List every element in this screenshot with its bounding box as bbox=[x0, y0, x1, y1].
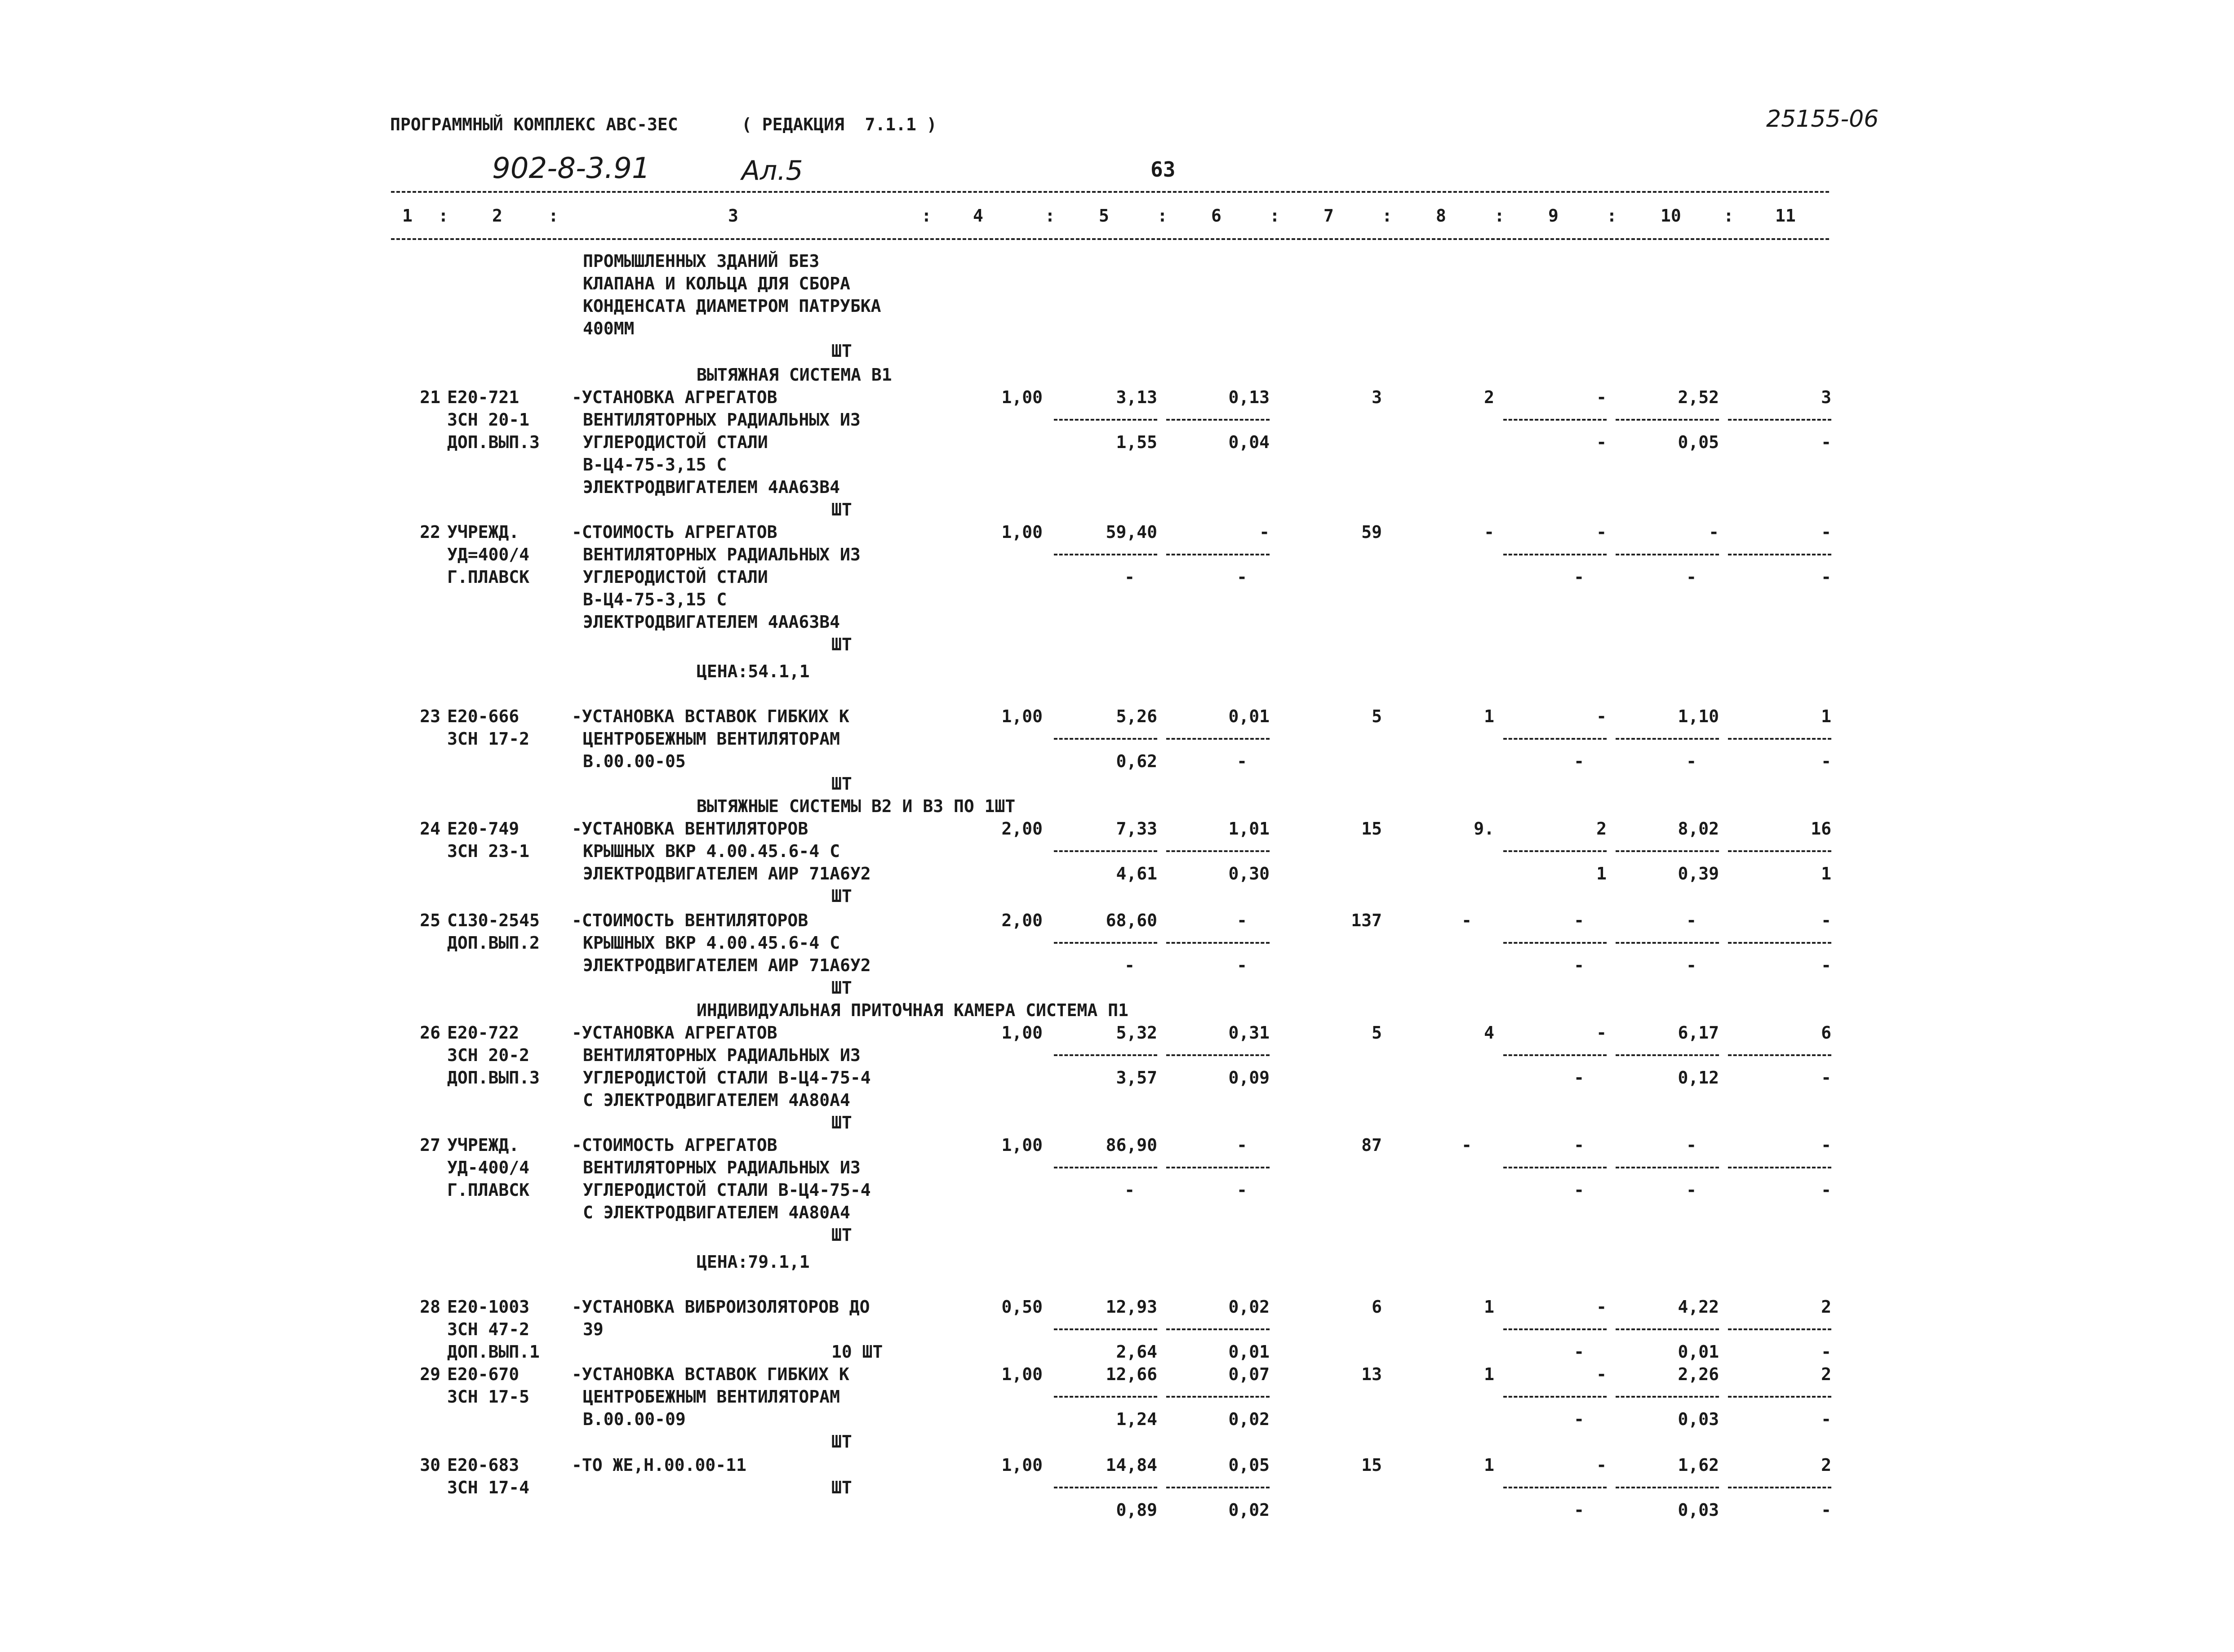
col8-value: 1 bbox=[1484, 1364, 1494, 1384]
col8-value: 2 bbox=[1484, 387, 1494, 407]
col7-value: 59 bbox=[1361, 522, 1382, 542]
description-line: -УСТАНОВКА ВИБРОИЗОЛЯТОРОВ ДО bbox=[572, 1297, 870, 1317]
col10-subvalue: 0,39 bbox=[1678, 864, 1719, 884]
header-bottom-rule bbox=[391, 238, 1829, 240]
norm-code: ДОП.ВЫП.2 bbox=[447, 933, 540, 953]
norm-code: ЗСН 17-4 bbox=[447, 1478, 530, 1497]
col-header-9: 9 bbox=[1548, 206, 1559, 226]
page-number: 63 bbox=[1150, 157, 1176, 182]
subtotal-rule bbox=[1054, 1487, 1157, 1488]
intro-line: ПРОМЫШЛЕННЫХ ЗДАНИЙ БЕЗ bbox=[583, 251, 820, 271]
col8-value: - bbox=[1461, 1135, 1472, 1155]
norm-code: ЗСН 17-2 bbox=[447, 729, 530, 749]
description-line: В.00.00-09 bbox=[583, 1409, 686, 1429]
subtotal-rule bbox=[1166, 1167, 1270, 1168]
col6-subvalue: 0,01 bbox=[1228, 1342, 1270, 1362]
unit: ШТ bbox=[831, 500, 852, 520]
unit: ШТ bbox=[831, 1113, 852, 1132]
item-number: 22 bbox=[420, 522, 440, 542]
description-line: -УСТАНОВКА ВСТАВОК ГИБКИХ К bbox=[572, 1364, 849, 1384]
col10-subvalue: 0,05 bbox=[1678, 432, 1719, 452]
col10-value: - bbox=[1686, 1135, 1697, 1155]
col11-subvalue: - bbox=[1821, 567, 1831, 587]
col6-value: 0,13 bbox=[1228, 387, 1270, 407]
subtotal-rule bbox=[1166, 1487, 1270, 1488]
col6-value: 0,05 bbox=[1228, 1455, 1270, 1475]
col6-subvalue: 0,02 bbox=[1228, 1409, 1270, 1429]
item-number: 30 bbox=[420, 1455, 440, 1475]
edition-label: ( РЕДАКЦИЯ 7.1.1 ) bbox=[742, 115, 937, 134]
description-line: -ТО ЖЕ,Н.00.00-11 bbox=[572, 1455, 746, 1475]
subtotal-rule bbox=[1616, 1328, 1719, 1330]
col11-value: 3 bbox=[1821, 387, 1831, 407]
norm-code: УД=400/4 bbox=[447, 545, 530, 564]
col9-value: - bbox=[1596, 706, 1607, 726]
subtotal-rule bbox=[1166, 738, 1270, 740]
norm-code: Г.ПЛАВСК bbox=[447, 567, 530, 587]
norm-code: Е20-1003 bbox=[447, 1297, 530, 1317]
description-line: ЦЕНТРОБЕЖНЫМ ВЕНТИЛЯТОРАМ bbox=[583, 729, 840, 749]
header-top-rule bbox=[391, 191, 1829, 193]
subtotal-rule bbox=[1503, 1487, 1607, 1488]
col8-value: 4 bbox=[1484, 1023, 1494, 1043]
intro-line: КЛАПАНА И КОЛЬЦА ДЛЯ СБОРА bbox=[583, 274, 850, 293]
col5-value: 14,84 bbox=[1106, 1455, 1157, 1475]
col10-subvalue: - bbox=[1686, 567, 1697, 587]
col10-subvalue: 0,12 bbox=[1678, 1068, 1719, 1088]
item-number: 23 bbox=[420, 706, 440, 726]
col-separator: : bbox=[1494, 206, 1505, 226]
description-line: ВЕНТИЛЯТОРНЫХ РАДИАЛЬНЫХ ИЗ bbox=[583, 1158, 861, 1177]
subtotal-rule bbox=[1503, 942, 1607, 944]
col-separator: : bbox=[1382, 206, 1392, 226]
subtotal-rule bbox=[1054, 850, 1157, 852]
col5-subvalue: 0,62 bbox=[1116, 751, 1157, 771]
subtotal-rule bbox=[1166, 1396, 1270, 1398]
col11-subvalue: 1 bbox=[1821, 864, 1831, 884]
col-header-2: 2 bbox=[492, 206, 502, 226]
col5-value: 5,26 bbox=[1116, 706, 1157, 726]
description-line: ЭЛЕКТРОДВИГАТЕЛЕМ 4АА63В4 bbox=[583, 612, 840, 632]
item-number: 28 bbox=[420, 1297, 440, 1317]
col11-value: - bbox=[1821, 910, 1831, 930]
col10-subvalue: 0,03 bbox=[1678, 1409, 1719, 1429]
subtotal-rule bbox=[1616, 554, 1719, 555]
description-line: -УСТАНОВКА ВСТАВОК ГИБКИХ К bbox=[572, 706, 849, 726]
description-line: ВЕНТИЛЯТОРНЫХ РАДИАЛЬНЫХ ИЗ bbox=[583, 410, 861, 430]
col10-value: - bbox=[1709, 522, 1719, 542]
col10-value: - bbox=[1686, 910, 1697, 930]
unit: ШТ bbox=[831, 635, 852, 654]
norm-code: Е20-666 bbox=[447, 706, 520, 726]
subtotal-rule bbox=[1728, 942, 1831, 944]
unit: ШТ bbox=[831, 1478, 852, 1497]
col-header-7: 7 bbox=[1324, 206, 1334, 226]
norm-code: ДОП.ВЫП.3 bbox=[447, 1068, 540, 1088]
subtotal-rule bbox=[1166, 850, 1270, 852]
col8-value: 1 bbox=[1484, 1297, 1494, 1317]
description-line: -УСТАНОВКА ВЕНТИЛЯТОРОВ bbox=[572, 819, 808, 839]
description-line: -СТОИМОСТЬ АГРЕГАТОВ bbox=[572, 522, 777, 542]
col9-value: - bbox=[1596, 387, 1607, 407]
item-number: 27 bbox=[420, 1135, 440, 1155]
col10-value: 4,22 bbox=[1678, 1297, 1719, 1317]
col5-subvalue: 1,55 bbox=[1116, 432, 1157, 452]
col11-value: 16 bbox=[1811, 819, 1831, 839]
description-line: УГЛЕРОДИСТОЙ СТАЛИ bbox=[583, 567, 768, 587]
subtotal-rule bbox=[1503, 1167, 1607, 1168]
col6-subvalue: - bbox=[1237, 955, 1247, 975]
description-line: КРЫШНЫХ ВКР 4.00.45.6-4 С bbox=[583, 841, 840, 861]
unit: ШТ bbox=[831, 774, 852, 794]
col8-value: 9. bbox=[1474, 819, 1494, 839]
subtotal-rule bbox=[1728, 554, 1831, 555]
subtotal-rule bbox=[1616, 419, 1719, 421]
norm-code: Е20-721 bbox=[447, 387, 520, 407]
subtotal-rule bbox=[1616, 1487, 1719, 1488]
col7-value: 3 bbox=[1372, 387, 1382, 407]
col6-value: - bbox=[1237, 910, 1247, 930]
subtotal-rule bbox=[1054, 1396, 1157, 1398]
description-line: УГЛЕРОДИСТОЙ СТАЛИ bbox=[583, 432, 768, 452]
description-line: -СТОИМОСТЬ ВЕНТИЛЯТОРОВ bbox=[572, 910, 808, 930]
col11-subvalue: - bbox=[1821, 432, 1831, 452]
col9-value: - bbox=[1596, 1455, 1607, 1475]
col-separator: : bbox=[548, 206, 559, 226]
col10-value: 1,10 bbox=[1678, 706, 1719, 726]
col5-subvalue: 0,89 bbox=[1116, 1500, 1157, 1520]
col-separator: : bbox=[921, 206, 932, 226]
col-header-5: 5 bbox=[1099, 206, 1109, 226]
item-number: 29 bbox=[420, 1364, 440, 1384]
price-note: ЦЕНА:54.1,1 bbox=[697, 662, 810, 681]
album-label: Ал.5 bbox=[742, 155, 803, 187]
col9-subvalue: - bbox=[1574, 1180, 1584, 1200]
col-separator: : bbox=[1607, 206, 1617, 226]
unit: ШТ bbox=[831, 1432, 852, 1452]
col11-value: - bbox=[1821, 1135, 1831, 1155]
subtotal-rule bbox=[1616, 738, 1719, 740]
description-line: В-Ц4-75-3,15 С bbox=[583, 455, 727, 475]
norm-code: УЧРЕЖД. bbox=[447, 1135, 520, 1155]
col9-value: - bbox=[1596, 1297, 1607, 1317]
col5-value: 12,93 bbox=[1106, 1297, 1157, 1317]
col9-value: - bbox=[1596, 522, 1607, 542]
subtotal-rule bbox=[1728, 738, 1831, 740]
description-line: С ЭЛЕКТРОДВИГАТЕЛЕМ 4А80А4 bbox=[583, 1203, 850, 1222]
subtotal-rule bbox=[1503, 419, 1607, 421]
subtotal-rule bbox=[1166, 1328, 1270, 1330]
subtotal-rule bbox=[1728, 419, 1831, 421]
unit: ШТ bbox=[831, 1225, 852, 1245]
item-number: 25 bbox=[420, 910, 440, 930]
quantity: 1,00 bbox=[1001, 387, 1043, 407]
norm-code: Е20-722 bbox=[447, 1023, 520, 1043]
section-heading-b2-b3: ВЫТЯЖНЫЕ СИСТЕМЫ В2 И В3 ПО 1ШТ bbox=[697, 796, 1016, 816]
subtotal-rule bbox=[1616, 1054, 1719, 1056]
col11-value: 2 bbox=[1821, 1364, 1831, 1384]
col5-subvalue: 2,64 bbox=[1116, 1342, 1157, 1362]
doc-code-handwritten: 25155-06 bbox=[1766, 106, 1879, 133]
quantity: 1,00 bbox=[1001, 1135, 1043, 1155]
col5-subvalue: - bbox=[1124, 567, 1135, 587]
col7-value: 87 bbox=[1361, 1135, 1382, 1155]
norm-code: С130-2545 bbox=[447, 910, 540, 930]
col6-subvalue: 0,02 bbox=[1228, 1500, 1270, 1520]
col7-value: 5 bbox=[1372, 706, 1382, 726]
subtotal-rule bbox=[1503, 738, 1607, 740]
norm-code: ЗСН 20-2 bbox=[447, 1045, 530, 1065]
section-heading-p1: ИНДИВИДУАЛЬНАЯ ПРИТОЧНАЯ КАМЕРА СИСТЕМА П1 bbox=[697, 1000, 1128, 1020]
col6-subvalue: - bbox=[1237, 1180, 1247, 1200]
col10-subvalue: - bbox=[1686, 955, 1697, 975]
norm-code: ЗСН 20-1 bbox=[447, 410, 530, 430]
description-line: УГЛЕРОДИСТОЙ СТАЛИ В-Ц4-75-4 bbox=[583, 1180, 871, 1200]
col6-value: - bbox=[1259, 522, 1270, 542]
col11-value: - bbox=[1821, 522, 1831, 542]
col10-value: 2,26 bbox=[1678, 1364, 1719, 1384]
subtotal-rule bbox=[1503, 850, 1607, 852]
col5-value: 7,33 bbox=[1116, 819, 1157, 839]
col6-value: 0,02 bbox=[1228, 1297, 1270, 1317]
col9-value: - bbox=[1596, 1023, 1607, 1043]
subtotal-rule bbox=[1054, 554, 1157, 555]
norm-code: ЗСН 17-5 bbox=[447, 1387, 530, 1407]
price-note: ЦЕНА:79.1,1 bbox=[697, 1252, 810, 1272]
description-line: В.00.00-05 bbox=[583, 751, 686, 771]
col-header-4: 4 bbox=[973, 206, 983, 226]
col6-value: 0,31 bbox=[1228, 1023, 1270, 1043]
quantity: 2,00 bbox=[1001, 910, 1043, 930]
col-separator: : bbox=[1045, 206, 1055, 226]
col11-value: 1 bbox=[1821, 706, 1831, 726]
program-title: ПРОГРАММНЫЙ КОМПЛЕКС АВС-3ЕС bbox=[390, 115, 678, 134]
col9-value: - bbox=[1596, 1364, 1607, 1384]
col9-subvalue: - bbox=[1596, 432, 1607, 452]
subtotal-rule bbox=[1503, 1396, 1607, 1398]
col7-value: 6 bbox=[1372, 1297, 1382, 1317]
subtotal-rule bbox=[1054, 419, 1157, 421]
subtotal-rule bbox=[1616, 942, 1719, 944]
norm-code: Г.ПЛАВСК bbox=[447, 1180, 530, 1200]
unit: 10 ШТ bbox=[831, 1342, 883, 1362]
col7-value: 15 bbox=[1361, 1455, 1382, 1475]
col5-value: 68,60 bbox=[1106, 910, 1157, 930]
norm-code: Е20-683 bbox=[447, 1455, 520, 1475]
col9-value: 2 bbox=[1596, 819, 1607, 839]
col9-subvalue: - bbox=[1574, 1500, 1584, 1520]
intro-line: КОНДЕНСАТА ДИАМЕТРОМ ПАТРУБКА bbox=[583, 296, 881, 316]
col6-subvalue: 0,30 bbox=[1228, 864, 1270, 884]
description-line: ВЕНТИЛЯТОРНЫХ РАДИАЛЬНЫХ ИЗ bbox=[583, 1045, 861, 1065]
col6-subvalue: - bbox=[1237, 567, 1247, 587]
col7-value: 5 bbox=[1372, 1023, 1382, 1043]
norm-code: ЗСН 47-2 bbox=[447, 1319, 530, 1339]
subtotal-rule bbox=[1054, 942, 1157, 944]
col11-subvalue: - bbox=[1821, 1342, 1831, 1362]
col6-value: - bbox=[1237, 1135, 1247, 1155]
col-header-11: 11 bbox=[1775, 206, 1796, 226]
subtotal-rule bbox=[1166, 1054, 1270, 1056]
unit: ШТ bbox=[831, 886, 852, 906]
subtotal-rule bbox=[1728, 1328, 1831, 1330]
col6-subvalue: 0,09 bbox=[1228, 1068, 1270, 1088]
subtotal-rule bbox=[1166, 419, 1270, 421]
col9-subvalue: - bbox=[1574, 1342, 1584, 1362]
col-header-3: 3 bbox=[728, 206, 738, 226]
description-line: -УСТАНОВКА АГРЕГАТОВ bbox=[572, 1023, 777, 1043]
col8-value: 1 bbox=[1484, 706, 1494, 726]
quantity: 1,00 bbox=[1001, 1455, 1043, 1475]
quantity: 1,00 bbox=[1001, 1364, 1043, 1384]
col5-value: 3,13 bbox=[1116, 387, 1157, 407]
norm-code: Е20-670 bbox=[447, 1364, 520, 1384]
col5-value: 59,40 bbox=[1106, 522, 1157, 542]
description-line: -СТОИМОСТЬ АГРЕГАТОВ bbox=[572, 1135, 777, 1155]
col9-subvalue: - bbox=[1574, 751, 1584, 771]
description-line: ЭЛЕКТРОДВИГАТЕЛЕМ АИР 71А6У2 bbox=[583, 864, 871, 884]
quantity: 2,00 bbox=[1001, 819, 1043, 839]
col10-value: 1,62 bbox=[1678, 1455, 1719, 1475]
quantity: 0,50 bbox=[1001, 1297, 1043, 1317]
col11-subvalue: - bbox=[1821, 955, 1831, 975]
col-header-8: 8 bbox=[1436, 206, 1446, 226]
col11-value: 2 bbox=[1821, 1455, 1831, 1475]
col10-subvalue: 0,03 bbox=[1678, 1500, 1719, 1520]
subtotal-rule bbox=[1054, 1167, 1157, 1168]
col11-value: 6 bbox=[1821, 1023, 1831, 1043]
col7-value: 15 bbox=[1361, 819, 1382, 839]
col-header-10: 10 bbox=[1661, 206, 1681, 226]
col6-subvalue: 0,04 bbox=[1228, 432, 1270, 452]
col10-subvalue: - bbox=[1686, 1180, 1697, 1200]
col6-value: 0,07 bbox=[1228, 1364, 1270, 1384]
col9-subvalue: 1 bbox=[1596, 864, 1607, 884]
subtotal-rule bbox=[1728, 1396, 1831, 1398]
col9-value: - bbox=[1574, 1135, 1584, 1155]
col11-value: 2 bbox=[1821, 1297, 1831, 1317]
item-number: 21 bbox=[420, 387, 440, 407]
col5-subvalue: - bbox=[1124, 1180, 1135, 1200]
col5-value: 5,32 bbox=[1116, 1023, 1157, 1043]
col11-subvalue: - bbox=[1821, 1409, 1831, 1429]
project-number: 902-8-3.91 bbox=[492, 152, 650, 185]
col10-subvalue: 0,01 bbox=[1678, 1342, 1719, 1362]
col9-subvalue: - bbox=[1574, 567, 1584, 587]
subtotal-rule bbox=[1503, 1328, 1607, 1330]
col-separator: : bbox=[1270, 206, 1280, 226]
description-line: -УСТАНОВКА АГРЕГАТОВ bbox=[572, 387, 777, 407]
norm-code: Е20-749 bbox=[447, 819, 520, 839]
col7-value: 137 bbox=[1351, 910, 1382, 930]
col-separator: : bbox=[1157, 206, 1168, 226]
norm-code: ДОП.ВЫП.3 bbox=[447, 432, 540, 452]
col10-value: 8,02 bbox=[1678, 819, 1719, 839]
col6-subvalue: - bbox=[1237, 751, 1247, 771]
col9-subvalue: - bbox=[1574, 1409, 1584, 1429]
col11-subvalue: - bbox=[1821, 1068, 1831, 1088]
section-heading-b1: ВЫТЯЖНАЯ СИСТЕМА В1 bbox=[697, 365, 892, 385]
norm-code: ЗСН 23-1 bbox=[447, 841, 530, 861]
col10-subvalue: - bbox=[1686, 751, 1697, 771]
item-number: 24 bbox=[420, 819, 440, 839]
col5-subvalue: 1,24 bbox=[1116, 1409, 1157, 1429]
col8-value: - bbox=[1461, 910, 1472, 930]
subtotal-rule bbox=[1616, 1167, 1719, 1168]
description-line: 39 bbox=[583, 1319, 604, 1339]
description-line: С ЭЛЕКТРОДВИГАТЕЛЕМ 4А80А4 bbox=[583, 1090, 850, 1110]
col10-value: 2,52 bbox=[1678, 387, 1719, 407]
description-line: УГЛЕРОДИСТОЙ СТАЛИ В-Ц4-75-4 bbox=[583, 1068, 871, 1088]
description-line: ЦЕНТРОБЕЖНЫМ ВЕНТИЛЯТОРАМ bbox=[583, 1387, 840, 1407]
col-header-1: 1 bbox=[402, 206, 413, 226]
unit: ШТ bbox=[831, 978, 852, 998]
norm-code: ДОП.ВЫП.1 bbox=[447, 1342, 540, 1362]
col9-value: - bbox=[1574, 910, 1584, 930]
col5-subvalue: - bbox=[1124, 955, 1135, 975]
subtotal-rule bbox=[1054, 1328, 1157, 1330]
subtotal-rule bbox=[1054, 738, 1157, 740]
subtotal-rule bbox=[1166, 942, 1270, 944]
subtotal-rule bbox=[1728, 1487, 1831, 1488]
quantity: 1,00 bbox=[1001, 1023, 1043, 1043]
subtotal-rule bbox=[1503, 1054, 1607, 1056]
description-line: ЭЛЕКТРОДВИГАТЕЛЕМ 4АА63В4 bbox=[583, 477, 840, 497]
subtotal-rule bbox=[1616, 850, 1719, 852]
subtotal-rule bbox=[1054, 1054, 1157, 1056]
subtotal-rule bbox=[1728, 1167, 1831, 1168]
col11-subvalue: - bbox=[1821, 1180, 1831, 1200]
norm-code: УЧРЕЖД. bbox=[447, 522, 520, 542]
col5-subvalue: 3,57 bbox=[1116, 1068, 1157, 1088]
col8-value: - bbox=[1484, 522, 1494, 542]
col8-value: 1 bbox=[1484, 1455, 1494, 1475]
col7-value: 13 bbox=[1361, 1364, 1382, 1384]
subtotal-rule bbox=[1166, 554, 1270, 555]
intro-line: 400ММ bbox=[583, 319, 635, 338]
col-separator: : bbox=[1723, 206, 1734, 226]
subtotal-rule bbox=[1616, 1396, 1719, 1398]
col11-subvalue: - bbox=[1821, 751, 1831, 771]
subtotal-rule bbox=[1728, 1054, 1831, 1056]
col5-value: 12,66 bbox=[1106, 1364, 1157, 1384]
col5-value: 86,90 bbox=[1106, 1135, 1157, 1155]
col9-subvalue: - bbox=[1574, 955, 1584, 975]
item-number: 26 bbox=[420, 1023, 440, 1043]
description-line: В-Ц4-75-3,15 С bbox=[583, 590, 727, 609]
col-separator: : bbox=[438, 206, 449, 226]
description-line: КРЫШНЫХ ВКР 4.00.45.6-4 С bbox=[583, 933, 840, 953]
subtotal-rule bbox=[1728, 850, 1831, 852]
col6-value: 1,01 bbox=[1228, 819, 1270, 839]
quantity: 1,00 bbox=[1001, 706, 1043, 726]
col10-value: 6,17 bbox=[1678, 1023, 1719, 1043]
subtotal-rule bbox=[1503, 554, 1607, 555]
col6-value: 0,01 bbox=[1228, 706, 1270, 726]
col11-subvalue: - bbox=[1821, 1500, 1831, 1520]
norm-code: УД-400/4 bbox=[447, 1158, 530, 1177]
quantity: 1,00 bbox=[1001, 522, 1043, 542]
col9-subvalue: - bbox=[1574, 1068, 1584, 1088]
intro-unit: ШТ bbox=[831, 341, 852, 361]
description-line: ВЕНТИЛЯТОРНЫХ РАДИАЛЬНЫХ ИЗ bbox=[583, 545, 861, 564]
col5-subvalue: 4,61 bbox=[1116, 864, 1157, 884]
col-header-6: 6 bbox=[1211, 206, 1221, 226]
description-line: ЭЛЕКТРОДВИГАТЕЛЕМ АИР 71А6У2 bbox=[583, 955, 871, 975]
